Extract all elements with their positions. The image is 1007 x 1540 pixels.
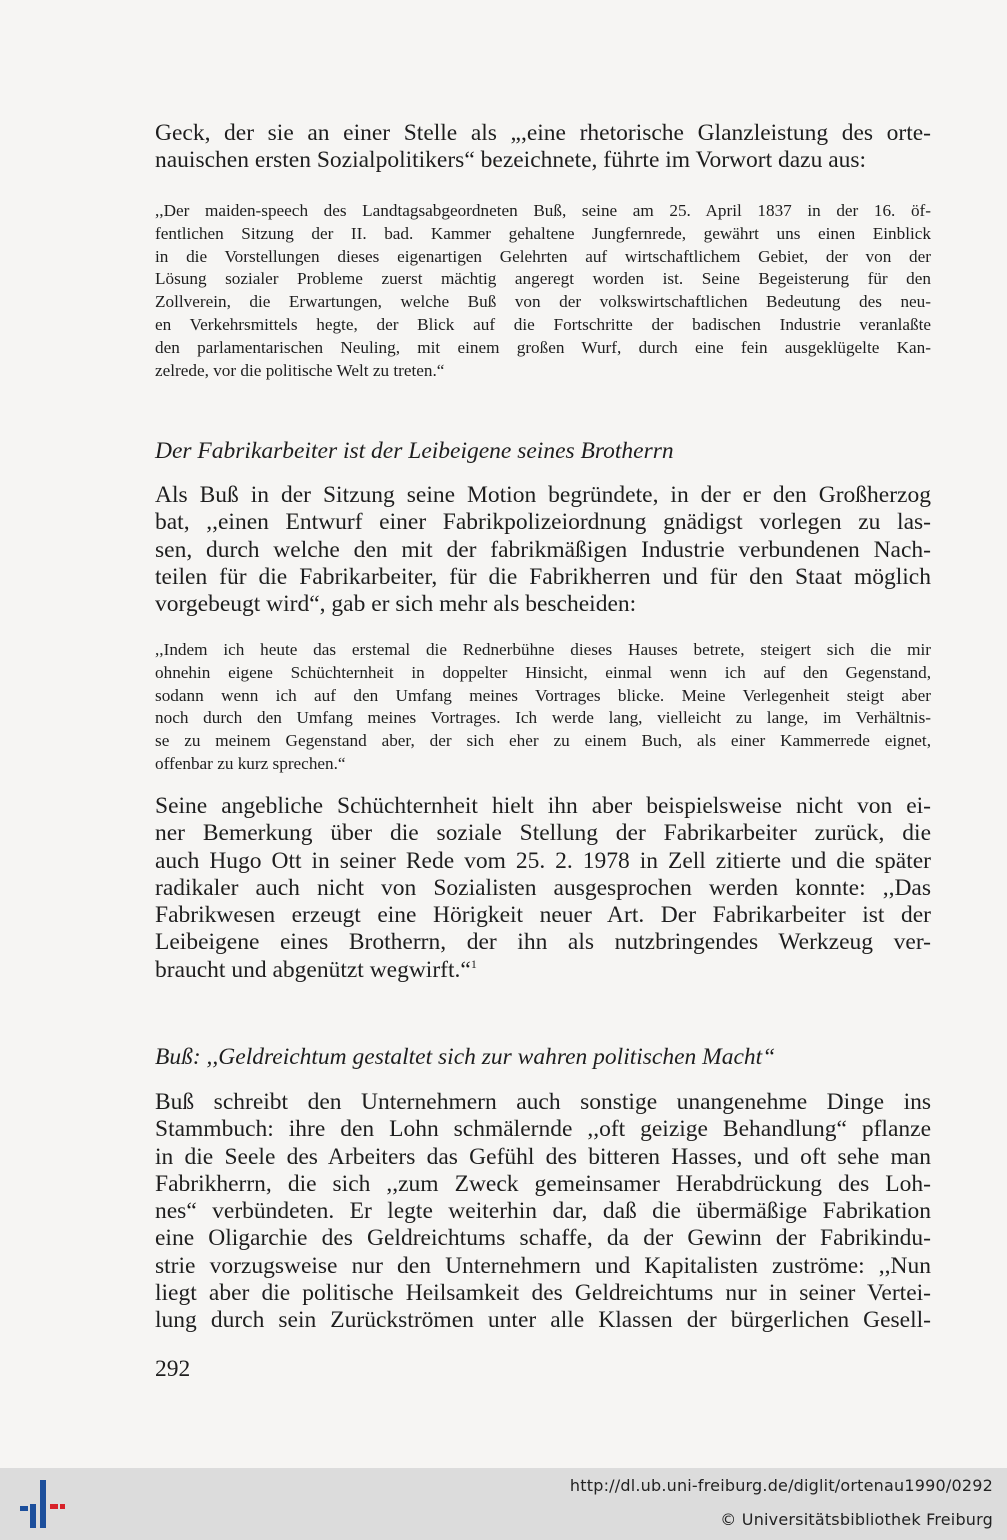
text-line: nauischen ersten Sozialpolitikers“ bezeichnete, führte im Vorwort dazu aus:	[155, 147, 867, 174]
section-heading-2	[155, 1043, 931, 1071]
text-line: radikaler auch nicht von Sozialisten ausgesprochen werden konnte: ,,Das	[155, 874, 931, 901]
viewer-footer	[0, 1468, 1007, 1540]
quote-line: Lösung sozialer Probleme zuerst mächtig angeregt worden ist. Seine Begeisterung für den	[155, 269, 931, 289]
text-line: Buß schreibt den Unternehmern auch sonstige unangenehme Dinge ins	[155, 1089, 931, 1115]
text-line: Als Buß in der Sitzung seine Motion begründete, in der er den Großherzog	[155, 482, 931, 508]
quote-line: zelrede, vor die politische Welt zu treten.“	[155, 360, 445, 380]
text-line: Stammbuch: ihre den Lohn schmälernde ,,oft geizige Behandlung“ pflanze	[155, 1116, 931, 1143]
permalink-url[interactable]: http://dl.ub.uni-freiburg.de/diglit/ortenau1990/0292	[569, 1476, 993, 1495]
text-line: in die Seele des Arbeiters das Gefühl des bitteren Hasses, und oft sehe man	[155, 1143, 931, 1170]
quote-line: ,,Indem ich heute das erstemal die Rednerbühne dieses Hauses betrete, steigert sich die mir	[155, 640, 931, 659]
text-line: liegt aber die politische Heilsamkeit des Geldreichtums nur in seiner Vertei-	[155, 1280, 931, 1307]
quote-line: en Verkehrsmittels hegte, der Blick auf die Fortschritte der badischen Industrie veranlaßte	[155, 314, 931, 334]
text-line: Seine angebliche Schüchternheit hielt ihn aber beispielsweise nicht von ei-	[155, 793, 931, 819]
paragraph-3	[155, 793, 931, 984]
quote-line: in die Vorstellungen dieses eigenartigen Gelehrten auf wirtschaftlichem Gebiet, der von der	[155, 246, 931, 266]
quote-line: den parlamentarischen Neuling, mit einem großen Wurf, durch eine fein ausgeklügelte Kan-	[155, 337, 931, 357]
text-line: teilen für die Fabrikarbeiter, für die Fabrikherren und für den Staat möglich	[155, 563, 931, 590]
text-line	[155, 957, 931, 984]
quote-line: Zollverein, die Erwartungen, welche Buß von der volkswirtschaftlichen Bedeutung des neu-	[155, 292, 931, 312]
page-number: 292	[155, 1356, 191, 1382]
paragraph-2	[155, 482, 931, 618]
text-line: Geck, der sie an einer Stelle als „,eine rhetorische Glanzleistung des orte-	[155, 120, 931, 146]
quote-line: offenbar zu kurz sprechen.“	[155, 753, 346, 773]
text-line: nes“ verbündeten. Er legte weiterhin dar, daß die übermäßige Fabrikation	[155, 1198, 931, 1225]
text-line: bat, ,,einen Entwurf einer Fabrikpolizeiordnung gnädigst vorlegen zu las-	[155, 509, 931, 536]
paragraph-4	[155, 1089, 931, 1335]
text-line: Fabrikwesen erzeugt eine Hörigkeit neuer Art. Der Fabrikarbeiter ist der	[155, 902, 931, 929]
section-heading-1	[155, 437, 931, 465]
text-line: lung durch sein Zurückströmen unter alle Klassen der bürgerlichen Gesell-	[155, 1307, 931, 1334]
quote-line: noch durch den Umfang meines Vortrages. Ich werde lang, vielleicht zu lange, im Verhältnis-	[155, 708, 931, 728]
text-line: auch Hugo Ott in seiner Rede vom 25. 2. 1978 in Zell zitierte und die später	[155, 847, 931, 874]
block-quote-2	[155, 639, 931, 776]
ub-freiburg-logo-icon[interactable]	[18, 1476, 66, 1532]
text-line: ner Bemerkung über die soziale Stellung der Fabrikarbeiter zurück, die	[155, 820, 931, 847]
text-line-content: braucht und abgenützt wegwirft.“	[155, 956, 471, 983]
quote-line: ,,Der maiden-speech des Landtagsabgeordneten Buß, seine am 25. April 1837 in der 16. öf-	[155, 201, 931, 220]
text-line: Leibeigene eines Brotherrn, der ihn als nutzbringendes Werkzeug ver-	[155, 929, 931, 956]
quote-line: sodann wenn ich auf den Umfang meines Vortrages blicke. Meine Verlegenheit steigt aber	[155, 685, 931, 705]
text-line: sen, durch welche den mit der fabrikmäßigen Industrie verbundenen Nach-	[155, 536, 931, 563]
quote-line: fentlichen Sitzung der II. bad. Kammer gehaltene Jungfernrede, gewährt uns einen Einblick	[155, 223, 931, 243]
text-line: Fabrikherrn, die sich ,,zum Zweck gemeinsamer Herabdrückung des Loh-	[155, 1170, 931, 1197]
text-line: vorgebeugt wird“, gab er sich mehr als bescheiden:	[155, 591, 637, 618]
quote-line: se zu meinem Gegenstand aber, der sich eher zu einem Buch, als einer Kammerrede eignet,	[155, 731, 931, 751]
copyright-notice: © Universitätsbibliothek Freiburg	[720, 1510, 993, 1529]
footnote-marker: 1	[470, 956, 477, 971]
text-line: strie vorzugsweise nur den Unternehmern und Kapitalisten zuströme: ,,Nun	[155, 1252, 931, 1279]
intro-paragraph	[155, 120, 931, 175]
text-line: eine Oligarchie des Geldreichtums schaffe, da der Gewinn der Fabrikindu-	[155, 1225, 931, 1252]
block-quote-1	[155, 200, 931, 382]
section-heading: Buß: ,,Geldreichtum gestaltet sich zur wahren politischen Macht“	[155, 1044, 776, 1070]
section-heading: Der Fabrikarbeiter ist der Leibeigene seines Brotherrn	[155, 438, 674, 464]
quote-line: ohnehin eigene Schüchternheit in doppelter Hinsicht, einmal wenn ich auf den Gegenstand,	[155, 662, 931, 682]
